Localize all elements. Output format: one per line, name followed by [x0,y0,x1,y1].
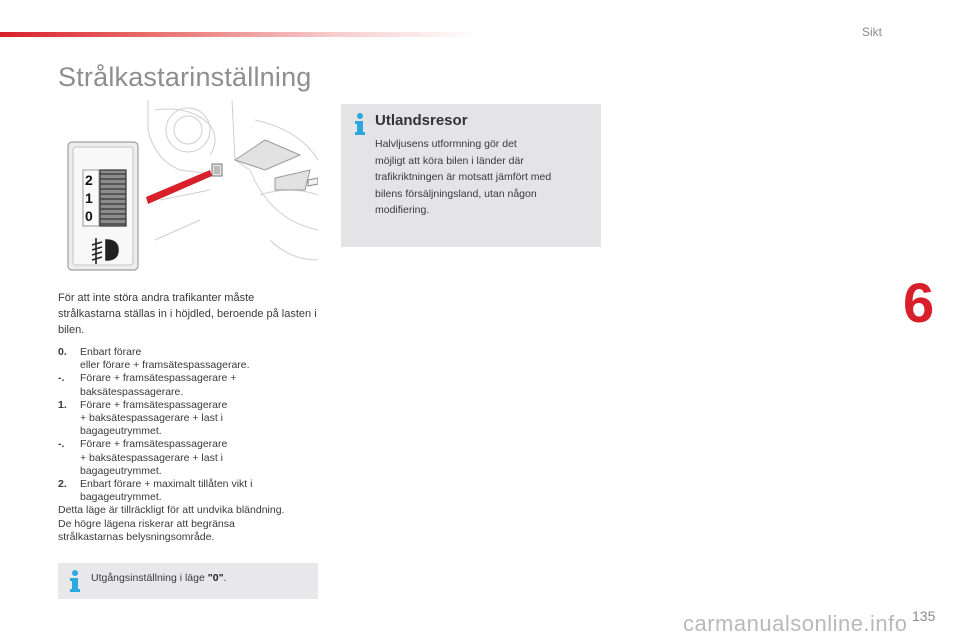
page-title: Strålkastarinställning [58,62,312,92]
default-setting-text [91,572,226,584]
note-paragraph: Detta läge är tillräckligt för att undvika bländning. De högre lägena riskerar att begränsa strålkastarnas belysningsområde. [58,504,285,543]
list-item [58,438,328,478]
list-item-key: -. [58,438,65,451]
default-setting-suffix: . [223,572,227,584]
section-label: Sikt [861,25,882,39]
list-item-text: Förare + framsätespassagerare + baksätespassagerare + last i bagageutrymmet. [80,438,228,477]
list-item-text: Enbart förare + maximalt tillåten vikt i bagageutrymmet. [80,478,253,504]
chapter-number: 6 [903,271,935,334]
default-setting-box [58,563,318,599]
info-icon [353,112,367,141]
intro-paragraph: För att inte störa andra trafikanter måste strålkastarna ställas in i höjdled, beroende på lasten i bilen. [58,292,317,336]
page-number: 135 [912,608,936,624]
info-box-title: Utlandsresor [375,112,468,129]
default-setting-prefix: Utgångsinställning i läge [91,572,208,584]
list-item [58,346,328,372]
positions-list [58,346,328,544]
watermark: carmanualsonline.info [683,611,908,636]
header-accent-bar [0,32,480,37]
headlamp-adjust-illustration [60,100,318,275]
dial-mark-2: 2 [85,172,93,188]
list-item-key: 1. [58,398,67,411]
info-box-body: Halvljusens utformning gör det möjligt att köra bilen i länder där trafikriktningen är motsatt jämfört med bilens försäljningsland, utan någon modifiering. [375,138,552,216]
list-item [58,478,328,504]
dial-mark-0: 0 [85,208,93,224]
info-icon [68,569,82,598]
default-setting-value: "0" [207,572,224,584]
list-item-key: -. [58,372,65,385]
list-item-text: Förare + framsätespassagerare + baksätespassagerare. [80,372,237,398]
list-item [58,399,328,439]
dial-mark-1: 1 [85,190,93,206]
list-item-key: 2. [58,478,67,491]
list-item-text: Förare + framsätespassagerare + baksätespassagerare + last i bagageutrymmet. [80,398,228,438]
list-item [58,372,328,398]
list-item-key: 0. [58,346,67,358]
pointer-arrow [146,170,212,204]
list-item-text: Enbart förare eller förare + framsätespassagerare. [80,346,250,372]
info-box-travel [341,104,601,247]
